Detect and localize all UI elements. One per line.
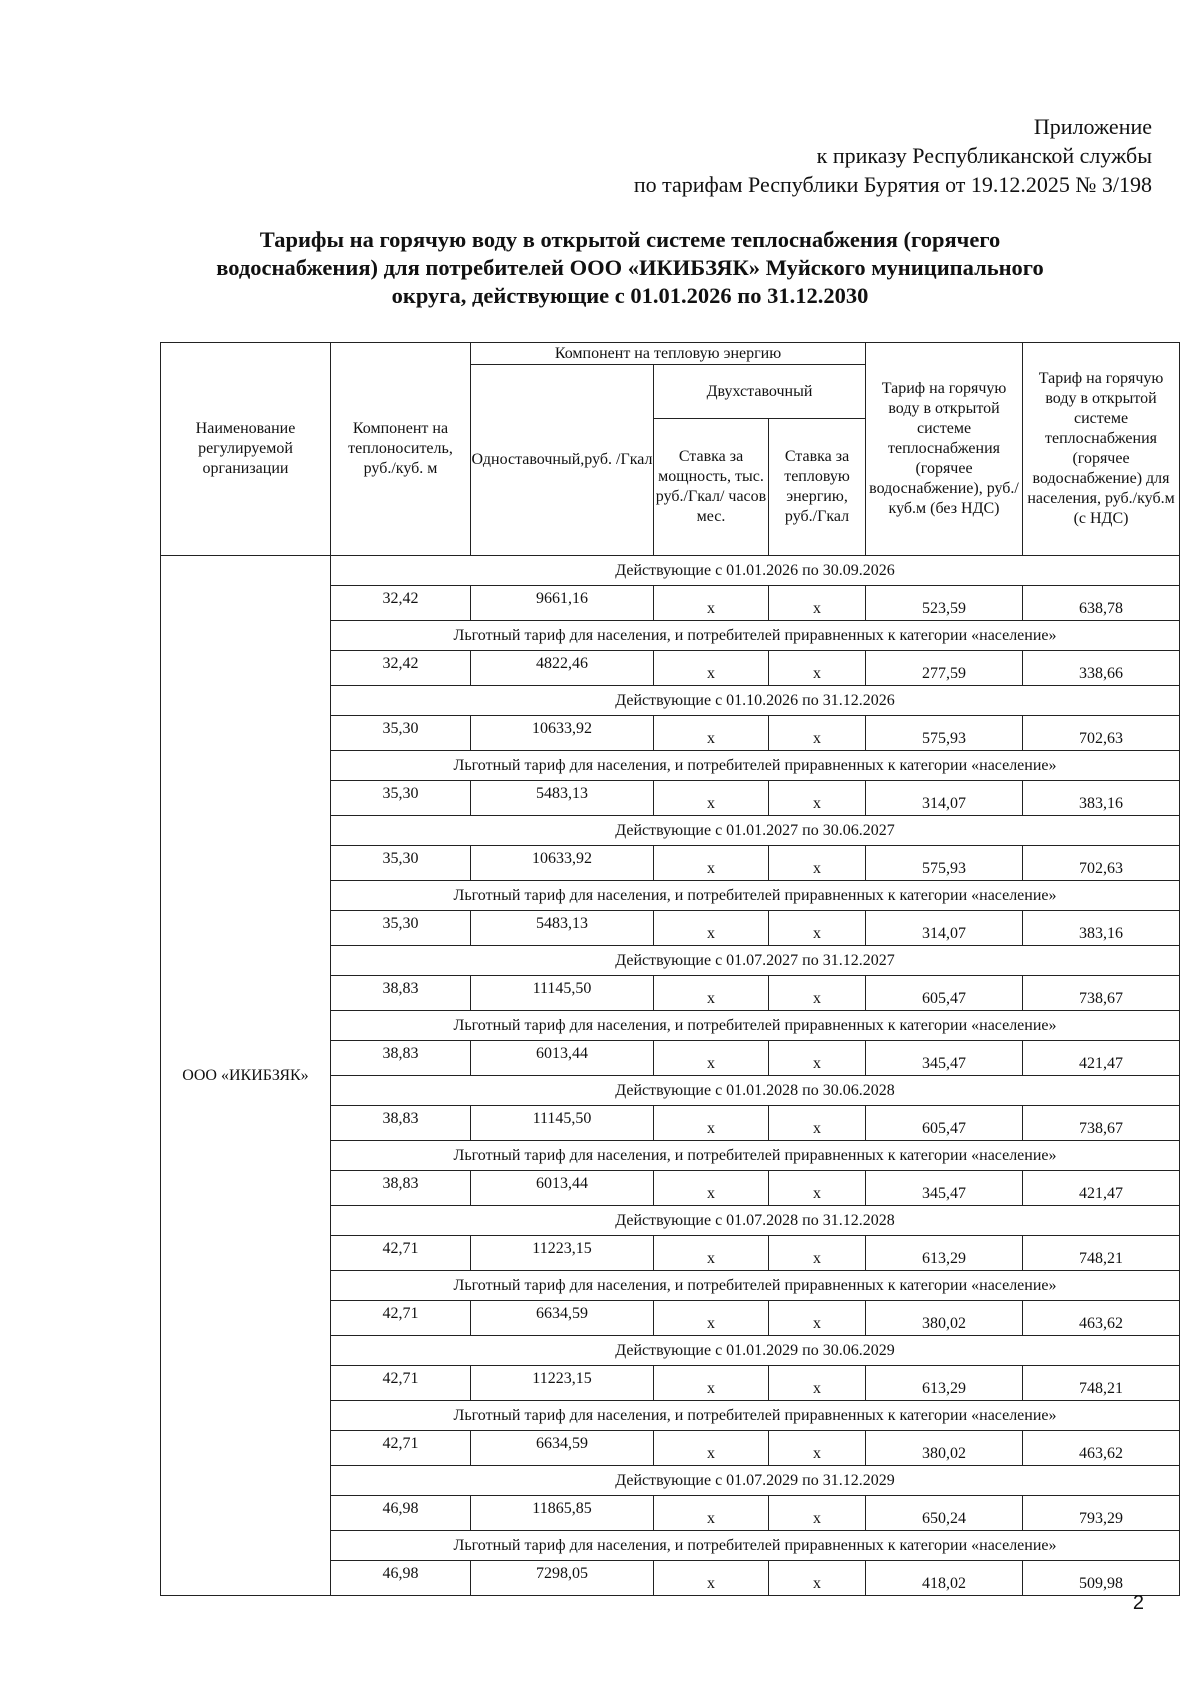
tariff-value-cell: 46,98	[331, 1561, 471, 1596]
tariff-value-cell: x	[654, 716, 769, 751]
period-row	[161, 556, 1180, 586]
tariff-value-cell: 605,47	[866, 976, 1023, 1011]
period-label: Действующие с 01.01.2027 по 30.06.2027	[331, 816, 1180, 846]
tariff-value-cell: 702,63	[1023, 716, 1180, 751]
tariff-value-cell: 38,83	[331, 976, 471, 1011]
appendix-reference	[634, 112, 1152, 199]
preferential-label: Льготный тариф для населения, и потребителей приравненных к категории «население»	[331, 621, 1180, 651]
preferential-label: Льготный тариф для населения, и потребителей приравненных к категории «население»	[331, 881, 1180, 911]
tariff-value-cell: 9661,16	[471, 586, 654, 621]
header-carrier-component: Компонент на теплоноситель, руб./куб. м	[331, 343, 471, 556]
tariff-value-cell: 345,47	[866, 1041, 1023, 1076]
preferential-label: Льготный тариф для населения, и потребителей приравненных к категории «население»	[331, 1141, 1180, 1171]
appendix-line-2: к приказу Республиканской службы	[816, 143, 1152, 168]
tariff-value-cell: 702,63	[1023, 846, 1180, 881]
tariff-value-cell: x	[769, 976, 866, 1011]
tariff-value-cell: x	[654, 1366, 769, 1401]
period-label: Действующие с 01.01.2028 по 30.06.2028	[331, 1076, 1180, 1106]
tariff-value-cell: 421,47	[1023, 1041, 1180, 1076]
tariff-value-cell: x	[769, 846, 866, 881]
tariff-value-cell: 42,71	[331, 1431, 471, 1466]
header-tariff-no-vat: Тариф на горячую воду в открытой системе теплоснабжения (горячее водоснабжение), руб./куб.м (без НДС)	[866, 343, 1023, 556]
tariff-value-cell: 42,71	[331, 1301, 471, 1336]
tariff-value-cell: 421,47	[1023, 1171, 1180, 1206]
tariff-value-cell: 463,62	[1023, 1301, 1180, 1336]
tariff-value-cell: 35,30	[331, 846, 471, 881]
tariff-value-cell: x	[654, 1431, 769, 1466]
tariff-value-cell: 11145,50	[471, 1106, 654, 1141]
tariff-value-cell: x	[769, 716, 866, 751]
tariff-value-cell: 738,67	[1023, 1106, 1180, 1141]
tariff-value-cell: 277,59	[866, 651, 1023, 686]
tariff-value-cell: x	[769, 1171, 866, 1206]
header-capacity-rate: Ставка за мощность, тыс. руб./Гкал/ часов мес.	[654, 419, 769, 556]
tariff-value-cell: 35,30	[331, 781, 471, 816]
tariff-value-cell: x	[769, 1561, 866, 1596]
tariff-value-cell: 35,30	[331, 911, 471, 946]
tariff-value-cell: 5483,13	[471, 781, 654, 816]
tariff-value-cell: 10633,92	[471, 716, 654, 751]
period-label: Действующие с 01.07.2029 по 31.12.2029	[331, 1466, 1180, 1496]
tariff-value-cell: x	[654, 1041, 769, 1076]
appendix-line-3: по тарифам Республики Бурятия от 19.12.2025 № 3/198	[633, 172, 1152, 197]
tariff-value-cell: x	[654, 1561, 769, 1596]
tariff-value-cell: x	[769, 911, 866, 946]
tariff-value-cell: x	[769, 1236, 866, 1271]
tariff-value-cell: 575,93	[866, 846, 1023, 881]
tariff-value-cell: x	[654, 1236, 769, 1271]
tariff-value-cell: 748,21	[1023, 1236, 1180, 1271]
tariff-value-cell: x	[654, 846, 769, 881]
tariff-value-cell: 738,67	[1023, 976, 1180, 1011]
tariff-value-cell: 613,29	[866, 1366, 1023, 1401]
tariff-value-cell: 42,71	[331, 1366, 471, 1401]
tariff-value-cell: 4822,46	[471, 651, 654, 686]
tariff-value-cell: 638,78	[1023, 586, 1180, 621]
tariff-value-cell: 32,42	[331, 586, 471, 621]
tariff-value-cell: x	[769, 781, 866, 816]
tariff-value-cell: x	[769, 1106, 866, 1141]
tariff-value-cell: 11865,85	[471, 1496, 654, 1531]
tariff-value-cell: x	[654, 1106, 769, 1141]
tariff-value-cell: 7298,05	[471, 1561, 654, 1596]
tariff-value-cell: 6013,44	[471, 1041, 654, 1076]
tariff-value-cell: 509,98	[1023, 1561, 1180, 1596]
preferential-label: Льготный тариф для населения, и потребителей приравненных к категории «население»	[331, 1401, 1180, 1431]
tariff-value-cell: 345,47	[866, 1171, 1023, 1206]
tariff-value-cell: x	[654, 651, 769, 686]
tariff-value-cell: x	[769, 586, 866, 621]
tariff-value-cell: 613,29	[866, 1236, 1023, 1271]
organization-name: ООО «ИКИБЗЯК»	[161, 556, 331, 1596]
tariff-value-cell: 605,47	[866, 1106, 1023, 1141]
period-label: Действующие с 01.01.2026 по 30.09.2026	[331, 556, 1180, 586]
tariff-value-cell: 11145,50	[471, 976, 654, 1011]
tariff-value-cell: x	[769, 1496, 866, 1531]
tariff-table-body	[161, 343, 1180, 1596]
tariff-value-cell: 35,30	[331, 716, 471, 751]
tariff-value-cell: 380,02	[866, 1431, 1023, 1466]
tariff-value-cell: 650,24	[866, 1496, 1023, 1531]
tariff-value-cell: 463,62	[1023, 1431, 1180, 1466]
header-single-rate: Одноставочный,руб. /Гкал	[471, 365, 654, 556]
tariff-value-cell: 575,93	[866, 716, 1023, 751]
header-heat-component: Компонент на тепловую энергию	[471, 343, 866, 365]
tariff-value-cell: 380,02	[866, 1301, 1023, 1336]
tariff-value-cell: x	[769, 1041, 866, 1076]
tariff-value-cell: x	[654, 781, 769, 816]
tariff-value-cell: 793,29	[1023, 1496, 1180, 1531]
tariff-value-cell: 314,07	[866, 911, 1023, 946]
tariff-value-cell: 418,02	[866, 1561, 1023, 1596]
tariff-value-cell: x	[769, 651, 866, 686]
tariff-value-cell: 46,98	[331, 1496, 471, 1531]
tariff-value-cell: 10633,92	[471, 846, 654, 881]
header-organization: Наименование регулируемой организации	[161, 343, 331, 556]
period-label: Действующие с 01.10.2026 по 31.12.2026	[331, 686, 1180, 716]
tariff-value-cell: 5483,13	[471, 911, 654, 946]
tariff-value-cell: 38,83	[331, 1041, 471, 1076]
tariff-value-cell: x	[769, 1366, 866, 1401]
tariff-value-cell: x	[654, 1301, 769, 1336]
tariff-value-cell: 338,66	[1023, 651, 1180, 686]
page-number: 2	[1132, 1592, 1144, 1614]
preferential-label: Льготный тариф для населения, и потребителей приравненных к категории «население»	[331, 1271, 1180, 1301]
tariff-value-cell: 11223,15	[471, 1366, 654, 1401]
header-two-rate: Двухставочный	[654, 365, 866, 419]
tariff-value-cell: 314,07	[866, 781, 1023, 816]
tariff-value-cell: 42,71	[331, 1236, 471, 1271]
tariff-table	[160, 342, 1180, 1596]
header-tariff-with-vat: Тариф на горячую воду в открытой системе теплоснабжения (горячее водоснабжение) для населения, руб./куб.м (с НДС)	[1023, 343, 1180, 556]
tariff-value-cell: x	[654, 911, 769, 946]
tariff-value-cell: 383,16	[1023, 781, 1180, 816]
period-label: Действующие с 01.07.2027 по 31.12.2027	[331, 946, 1180, 976]
preferential-label: Льготный тариф для населения, и потребителей приравненных к категории «население»	[331, 1011, 1180, 1041]
preferential-label: Льготный тариф для населения, и потребителей приравненных к категории «население»	[331, 751, 1180, 781]
tariff-value-cell: x	[654, 1496, 769, 1531]
appendix-line-1: Приложение	[1033, 114, 1152, 139]
tariff-value-cell: 32,42	[331, 651, 471, 686]
header-energy-rate: Ставка за тепловую энергию, руб./Гкал	[769, 419, 866, 556]
tariff-value-cell: 38,83	[331, 1171, 471, 1206]
tariff-value-cell: x	[769, 1431, 866, 1466]
tariff-value-cell: x	[654, 1171, 769, 1206]
title-line-3: округа, действующие с 01.01.2026 по 31.12.2030	[391, 283, 869, 308]
title-line-1: Тарифы на горячую воду в открытой системе теплоснабжения (горячего	[259, 227, 1001, 252]
tariff-value-cell: 6013,44	[471, 1171, 654, 1206]
tariff-value-cell: 6634,59	[471, 1301, 654, 1336]
period-label: Действующие с 01.07.2028 по 31.12.2028	[331, 1206, 1180, 1236]
preferential-label: Льготный тариф для населения, и потребителей приравненных к категории «население»	[331, 1531, 1180, 1561]
tariff-value-cell: x	[769, 1301, 866, 1336]
period-label: Действующие с 01.01.2029 по 30.06.2029	[331, 1336, 1180, 1366]
tariff-value-cell: x	[654, 976, 769, 1011]
tariff-value-cell: 748,21	[1023, 1366, 1180, 1401]
tariff-value-cell: 6634,59	[471, 1431, 654, 1466]
tariff-value-cell: 38,83	[331, 1106, 471, 1141]
tariff-value-cell: 523,59	[866, 586, 1023, 621]
title-line-2: водоснабжения) для потребителей ООО «ИКИБЗЯК» Муйского муниципального	[216, 255, 1044, 280]
tariff-value-cell: x	[654, 586, 769, 621]
tariff-value-cell: 11223,15	[471, 1236, 654, 1271]
tariff-value-cell: 383,16	[1023, 911, 1180, 946]
document-title	[150, 226, 1110, 310]
